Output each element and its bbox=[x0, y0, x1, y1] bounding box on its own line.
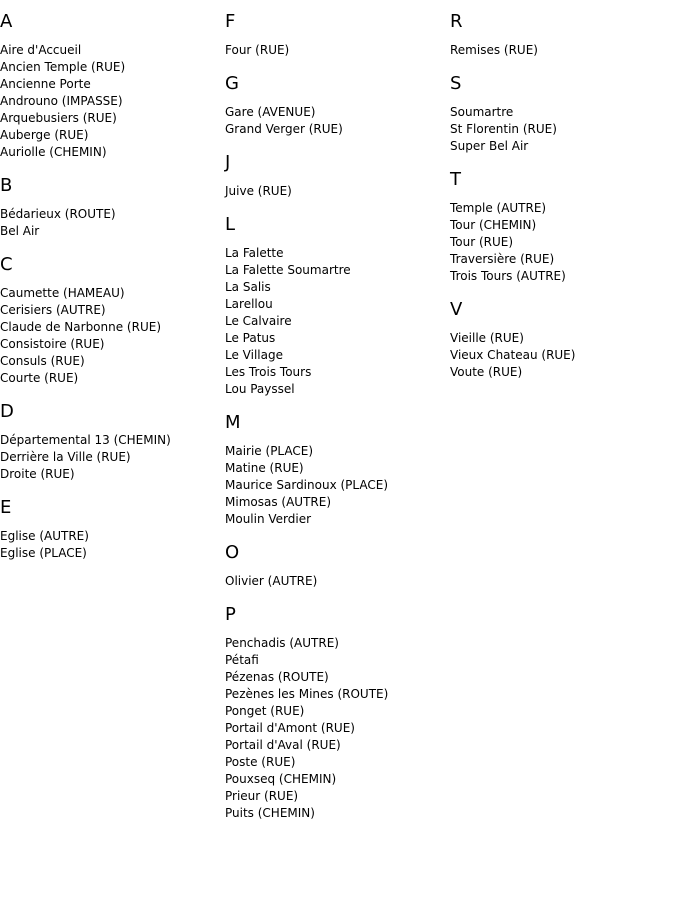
list-item bbox=[225, 494, 450, 511]
list-item bbox=[225, 686, 450, 703]
list-item bbox=[0, 285, 225, 302]
street-link[interactable]: Gare (AVENUE) bbox=[225, 105, 316, 119]
street-link[interactable]: La Falette bbox=[225, 246, 284, 260]
street-list bbox=[0, 285, 225, 387]
list-item bbox=[225, 635, 450, 652]
list-item bbox=[225, 720, 450, 737]
letter-group-p bbox=[225, 604, 450, 822]
list-item bbox=[225, 104, 450, 121]
letter-heading: D bbox=[0, 401, 14, 422]
street-link[interactable]: Aire d'Accueil bbox=[0, 43, 82, 57]
letter-group-a bbox=[0, 11, 225, 161]
street-list bbox=[450, 104, 675, 155]
letter-heading: O bbox=[225, 542, 240, 563]
list-item bbox=[0, 127, 225, 144]
street-link[interactable]: Vieille (RUE) bbox=[450, 331, 524, 345]
street-link[interactable]: Caumette (HAMEAU) bbox=[0, 286, 125, 300]
letter-heading: S bbox=[450, 73, 462, 94]
street-link[interactable]: Eglise (AUTRE) bbox=[0, 529, 89, 543]
list-item bbox=[225, 511, 450, 528]
list-item bbox=[225, 737, 450, 754]
letter-group-m bbox=[225, 412, 450, 528]
street-link[interactable]: Ancienne Porte bbox=[0, 77, 91, 91]
list-item bbox=[450, 200, 675, 217]
letter-heading: E bbox=[0, 497, 12, 518]
street-list bbox=[225, 42, 450, 59]
street-link[interactable]: Ponget (RUE) bbox=[225, 704, 305, 718]
letter-group-o bbox=[225, 542, 450, 590]
list-item bbox=[450, 104, 675, 121]
street-list bbox=[450, 200, 675, 285]
letter-group-c bbox=[0, 254, 225, 387]
street-link[interactable]: Vieux Chateau (RUE) bbox=[450, 348, 576, 362]
street-link[interactable]: Départemental 13 (CHEMIN) bbox=[0, 433, 171, 447]
letter-heading: J bbox=[225, 152, 231, 173]
list-item bbox=[450, 234, 675, 251]
letter-heading: F bbox=[225, 11, 236, 32]
list-item bbox=[450, 121, 675, 138]
street-link[interactable]: Matine (RUE) bbox=[225, 461, 304, 475]
street-link[interactable]: Courte (RUE) bbox=[0, 371, 79, 385]
list-item bbox=[450, 42, 675, 59]
street-link[interactable]: Tour (RUE) bbox=[450, 235, 514, 249]
letter-group-l bbox=[225, 214, 450, 398]
letter-group-v bbox=[450, 299, 675, 381]
street-list bbox=[225, 573, 450, 590]
list-item bbox=[0, 370, 225, 387]
street-link[interactable]: Le Calvaire bbox=[225, 314, 292, 328]
list-item bbox=[225, 771, 450, 788]
street-link[interactable]: Eglise (PLACE) bbox=[0, 546, 87, 560]
list-item bbox=[225, 805, 450, 822]
letter-heading: B bbox=[0, 175, 13, 196]
list-item bbox=[225, 262, 450, 279]
list-item bbox=[0, 59, 225, 76]
street-list bbox=[225, 245, 450, 398]
letter-group-b bbox=[0, 175, 225, 240]
street-link[interactable]: Four (RUE) bbox=[225, 43, 290, 57]
letter-group-t bbox=[450, 169, 675, 285]
street-list bbox=[225, 443, 450, 528]
letter-group-d bbox=[0, 401, 225, 483]
street-link[interactable]: Voute (RUE) bbox=[450, 365, 523, 379]
street-link[interactable]: Mimosas (AUTRE) bbox=[225, 495, 331, 509]
list-item bbox=[225, 183, 450, 200]
list-item bbox=[225, 652, 450, 669]
street-index-column-1 bbox=[0, 11, 225, 576]
street-link[interactable]: Bédarieux (ROUTE) bbox=[0, 207, 116, 221]
list-item bbox=[225, 296, 450, 313]
letter-heading: C bbox=[0, 254, 13, 275]
street-link[interactable]: La Salis bbox=[225, 280, 271, 294]
street-link[interactable]: Pétafi bbox=[225, 653, 259, 667]
street-link[interactable]: Lou Payssel bbox=[225, 382, 295, 396]
street-list bbox=[0, 206, 225, 240]
letter-heading: R bbox=[450, 11, 463, 32]
street-link[interactable]: Trois Tours (AUTRE) bbox=[450, 269, 566, 283]
street-list bbox=[0, 528, 225, 562]
list-item bbox=[0, 76, 225, 93]
list-item bbox=[0, 110, 225, 127]
street-index-column-2 bbox=[225, 11, 450, 836]
street-list bbox=[450, 330, 675, 381]
list-item bbox=[225, 42, 450, 59]
list-item bbox=[450, 138, 675, 155]
street-link[interactable]: Androuno (IMPASSE) bbox=[0, 94, 123, 108]
letter-heading: T bbox=[450, 169, 461, 190]
letter-group-j bbox=[225, 152, 450, 200]
street-link[interactable]: Le Village bbox=[225, 348, 283, 362]
street-link[interactable]: Ancien Temple (RUE) bbox=[0, 60, 126, 74]
list-item bbox=[225, 443, 450, 460]
street-link[interactable]: Soumartre bbox=[450, 105, 514, 119]
letter-group-r bbox=[450, 11, 675, 59]
list-item bbox=[450, 364, 675, 381]
list-item bbox=[0, 545, 225, 562]
street-link[interactable]: Cerisiers (AUTRE) bbox=[0, 303, 106, 317]
street-link[interactable]: Puits (CHEMIN) bbox=[225, 806, 315, 820]
list-item bbox=[0, 93, 225, 110]
street-link[interactable]: Temple (AUTRE) bbox=[450, 201, 547, 215]
street-link[interactable]: Consuls (RUE) bbox=[0, 354, 85, 368]
street-link[interactable]: Moulin Verdier bbox=[225, 512, 312, 526]
street-list bbox=[225, 635, 450, 822]
list-item bbox=[225, 703, 450, 720]
list-item bbox=[225, 381, 450, 398]
list-item bbox=[225, 347, 450, 364]
street-link[interactable]: Auberge (RUE) bbox=[0, 128, 89, 142]
street-link[interactable]: Juive (RUE) bbox=[225, 184, 292, 198]
list-item bbox=[0, 336, 225, 353]
list-item bbox=[0, 223, 225, 240]
list-item bbox=[0, 42, 225, 59]
street-link[interactable]: Auriolle (CHEMIN) bbox=[0, 145, 107, 159]
street-link[interactable]: Olivier (AUTRE) bbox=[225, 574, 318, 588]
list-item bbox=[450, 251, 675, 268]
street-link[interactable]: Traversière (RUE) bbox=[450, 252, 555, 266]
list-item bbox=[225, 245, 450, 262]
list-item bbox=[450, 217, 675, 234]
letter-heading: V bbox=[450, 299, 463, 320]
list-item bbox=[0, 466, 225, 483]
list-item bbox=[225, 364, 450, 381]
street-link[interactable]: Tour (CHEMIN) bbox=[450, 218, 537, 232]
list-item bbox=[0, 206, 225, 223]
list-item bbox=[225, 754, 450, 771]
letter-group-e bbox=[0, 497, 225, 562]
street-list bbox=[0, 432, 225, 483]
street-link[interactable]: Pézenas (ROUTE) bbox=[225, 670, 329, 684]
list-item bbox=[225, 460, 450, 477]
list-item bbox=[450, 268, 675, 285]
street-link[interactable]: Arquebusiers (RUE) bbox=[0, 111, 117, 125]
street-link[interactable]: Le Patus bbox=[225, 331, 276, 345]
street-link[interactable]: Grand Verger (RUE) bbox=[225, 122, 343, 136]
list-item bbox=[225, 788, 450, 805]
list-item bbox=[0, 302, 225, 319]
street-link[interactable]: Larellou bbox=[225, 297, 273, 311]
street-link[interactable]: Prieur (RUE) bbox=[225, 789, 299, 803]
street-link[interactable]: Mairie (PLACE) bbox=[225, 444, 314, 458]
street-link[interactable]: Portail d'Aval (RUE) bbox=[225, 738, 341, 752]
list-item bbox=[225, 121, 450, 138]
street-list bbox=[0, 42, 225, 161]
list-item bbox=[0, 319, 225, 336]
street-link[interactable]: Les Trois Tours bbox=[225, 365, 312, 379]
street-link[interactable]: Pezènes les Mines (ROUTE) bbox=[225, 687, 389, 701]
street-link[interactable]: Consistoire (RUE) bbox=[0, 337, 105, 351]
letter-group-f bbox=[225, 11, 450, 59]
list-item bbox=[450, 347, 675, 364]
letter-group-s bbox=[450, 73, 675, 155]
street-link[interactable]: Bel Air bbox=[0, 224, 40, 238]
list-item bbox=[225, 279, 450, 296]
list-item bbox=[0, 449, 225, 466]
street-link[interactable]: Super Bel Air bbox=[450, 139, 529, 153]
street-link[interactable]: Pouxseq (CHEMIN) bbox=[225, 772, 337, 786]
list-item bbox=[225, 477, 450, 494]
street-link[interactable]: Derrière la Ville (RUE) bbox=[0, 450, 131, 464]
letter-heading: L bbox=[225, 214, 236, 235]
street-index-column-3 bbox=[450, 11, 675, 395]
letter-group-g bbox=[225, 73, 450, 138]
list-item bbox=[225, 669, 450, 686]
street-link[interactable]: Remises (RUE) bbox=[450, 43, 538, 57]
list-item bbox=[0, 432, 225, 449]
letter-heading: M bbox=[225, 412, 241, 433]
list-item bbox=[225, 330, 450, 347]
street-link[interactable]: Maurice Sardinoux (PLACE) bbox=[225, 478, 389, 492]
list-item bbox=[225, 573, 450, 590]
street-link[interactable]: Penchadis (AUTRE) bbox=[225, 636, 339, 650]
street-link[interactable]: Poste (RUE) bbox=[225, 755, 296, 769]
street-list bbox=[225, 104, 450, 138]
street-link[interactable]: La Falette Soumartre bbox=[225, 263, 351, 277]
street-list bbox=[450, 42, 675, 59]
street-link[interactable]: Claude de Narbonne (RUE) bbox=[0, 320, 161, 334]
letter-heading: G bbox=[225, 73, 239, 94]
street-link[interactable]: Droite (RUE) bbox=[0, 467, 75, 481]
list-item bbox=[0, 353, 225, 370]
letter-heading: P bbox=[225, 604, 236, 625]
street-link[interactable]: Portail d'Amont (RUE) bbox=[225, 721, 355, 735]
list-item bbox=[0, 144, 225, 161]
list-item bbox=[225, 313, 450, 330]
street-link[interactable]: St Florentin (RUE) bbox=[450, 122, 557, 136]
street-list bbox=[225, 183, 450, 200]
letter-heading: A bbox=[0, 11, 13, 32]
list-item bbox=[0, 528, 225, 545]
list-item bbox=[450, 330, 675, 347]
